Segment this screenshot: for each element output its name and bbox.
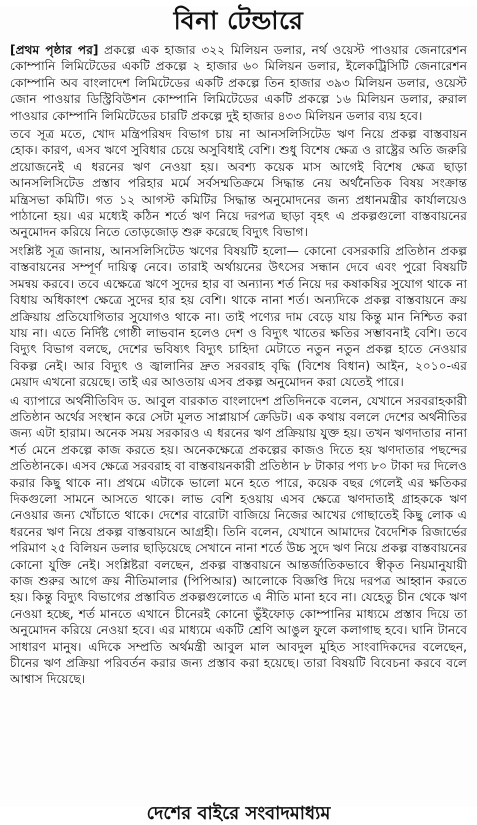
- article-paragraph: এ ব্যাপারে অর্থনীতিবিদ ড. আবুল বারকাত বাংলাদেশ প্রতিদিনকে বলেন, যেখানে সরবরাহকারী প্রতিষ্ঠান অর্থের সংস্থান করে সেটা মূলত সাপ্লায়ার্স ক্রেডিট। এক কথায় বললে দেশের অর্থনীতির জন্য এটা হারাম। অনেক সময় সরকারও এ ধরনের ঋণ প্রক্রিয়ায় যুক্ত হয়। তখন ঋণদাতার নানা শর্ত মেনে প্রকল্পে কাজ করতে হয়। অনেকক্ষেত্রে প্রকল্পের কাজও দিতে হয় ঋণদাতার পছন্দের প্রতিষ্ঠানকে। এসব ক্ষেত্রে সরবরাহ বা বাস্তবায়নকারী প্রতিষ্ঠান ৮ টাকার পণ্য ৮০ টাকা দর দিলেও করার কিছু থাকে না। প্রথমে এটাকে ভালো মনে হতে পারে, কয়েক বছর গেলেই এর ক্ষতিকর দিকগুলো সামনে আসতে থাকে। লাভ বেশি হওয়ায় এসব ক্ষেত্রে ঋণদাতাই গ্রাহককে ঋণ নেওয়ার জন্য খোঁচাতে থাকে। দেশের বারোটা বাজিয়ে নিজের আখের গোছাতেই কিছু লোক এ ধরনের ঋণ নিয়ে প্রকল্প বাস্তবায়নে আগ্রহী। তিনি বলেন, যেখানে আমাদের বৈদেশিক রিজার্ভের পরিমাণ ২৫ বিলিয়ন ডলার ছাড়িয়েছে সেখানে নানা শর্তে উচ্চ সুদে ঋণ নিয়ে প্রকল্প বাস্তবায়নের কোনো যুক্তি নেই। সংশ্লিষ্টরা বলছেন, প্রকল্প বাস্তবায়নে আন্তর্জাতিকভাবে স্বীকৃত নিয়মানুযায়ী কাজ শুরুর আগে ক্রয় নীতিমালার (পিপিআর) আলোকে বিজ্ঞপ্তি দিয়ে দরপত্র আহ্বান করতে হয়। কিন্তু বিদ্যুৎ বিভাগের প্রস্তাবিত প্রকল্পগুলোতে এ নীতি মানা হবে না। যেহেতু চীন থেকে ঋণ নেওয়া হচ্ছে, শর্ত মানতে এখানে চীনেরই কোনো ভুঁইফোড় কোম্পানির মাধ্যমে প্রস্তাব দিয়ে তা অনুমোদন করিয়ে নেওয়া হবে। এর মাধ্যমে একটি শ্রেণি আঙুল ফুলে কলাগাছ হবে। ঘানি টানবে সাধারণ মানুষ। এদিকে সম্প্রতি অর্থমন্ত্রী আবুল মাল আবদুল মুহিত সাংবাদিকদের বলেছেন, চীনের ঋণ প্রক্রিয়া পরিবর্তন করার জন্য প্রস্তাব করা হয়েছে। তারা বিষয়টি বিবেচনা করবে বলে আশ্বাস দিয়েছে।: [10, 393, 467, 687]
- next-article-headline: দেশের বাইরে সংবাদমাধ্যম: [146, 803, 331, 824]
- article-paragraph: [10, 42, 467, 124]
- paragraph-text: প্রকল্পে এক হাজার ৩২২ মিলিয়ন ডলার, নর্থ ওয়েস্ট পাওয়ার জেনারেশন কোম্পানি লিমিটেডের একটি প্রকল্পে ২ হাজার ৬০ মিলিয়ন ডলার, ইলেকট্রিসিটি জেনারেশন কোম্পানি অব বাংলাদেশ লিমিটেডের একটি প্রকল্পে তিন হাজার ৩৯৩ মিলিয়ন ডলার, ওয়েস্ট জোন পাওয়ার ডিস্ট্রিবিউশন কোম্পানি লিমিটেডের একটি প্রকল্পে ১৬ মিলিয়ন ডলার, রুরাল পাওয়ার কোম্পানি লিমিটেডের চারটি প্রকল্পে দুই হাজার ৪৩৩ মিলিয়ন ডলার ব্যয় হবে।: [10, 43, 468, 123]
- headline: বিনা টেন্ডারে: [173, 6, 304, 35]
- news-clipping: [0, 6, 477, 824]
- article-paragraph: সংশ্লিষ্ট সূত্র জানায়, আনসলিসিটেড ঋণের বিষয়টি হলো— কোনো বেসরকারি প্রতিষ্ঠান প্রকল্প বাস্তবায়নের সম্পূর্ণ দায়িত্ব নেবে। তারাই অর্থায়নের উৎসের সন্ধান দেবে এবং পুরো বিষয়টি সমন্বয় করবে। তবে এক্ষেত্রে ঋণে সুদের হার বা অন্যান্য শর্ত নিয়ে দর কষাকষির সুযোগ থাকে না বিধায় অধিকাংশ ক্ষেত্রে সুদের হার হয় বেশি। থাকে নানা শর্ত। অন্যদিকে প্রকল্প বাস্তবায়নে ক্রয় প্রক্রিয়ায় প্রতিযোগিতার সুযোগও থাকে না। তাই পণ্যের দাম বেড়ে যায় কিন্তু মান নিশ্চিত করা যায় না। এতে নির্দিষ্ট গোষ্ঠী লাভবান হলেও দেশ ও বিদ্যুৎ খাতের ক্ষতির সম্ভাবনাই বেশি। তবে বিদ্যুৎ বিভাগ বলছে, দেশের ভবিষ্যৎ বিদ্যুৎ চাহিদা মেটাতে নতুন নতুন প্রকল্প হাতে নেওয়ার বিকল্প নেই। আর বিদ্যুৎ ও জ্বালানির দ্রুত সরবরাহ বৃদ্ধি (বিশেষ বিধান) আইন, ২০১০-এর মেয়াদ এখনো রয়েছে। তাই এর আওতায় এসব প্রকল্প অনুমোদন করা যেতেই পারে।: [10, 243, 467, 390]
- article-paragraph: তবে সূত্র মতে, খোদ মন্ত্রিপরিষদ বিভাগ চায় না আনসলিসিটেড ঋণ নিয়ে প্রকল্প বাস্তবায়ন হোক। কারণ, এসব ঋণে সুবিধার চেয়ে অসুবিধাই বেশি। শুধু বিশেষ ক্ষেত্র ও রাষ্ট্রের অতি জরুরি প্রয়োজনেই এ ধরনের ঋণ নেওয়া হয়। অবশ্য কয়েক মাস আগেই বিশেষ ক্ষেত্র ছাড়া আনসলিসিটেড প্রস্তাব পরিহার মর্মে সর্বসম্মতিক্রমে সিদ্ধান্ত নেয় অর্থনৈতিক বিষয় সংক্রান্ত মন্ত্রিসভা কমিটি। গত ১২ আগস্ট কমিটির সিদ্ধান্ত অনুমোদনের জন্য প্রধানমন্ত্রীর কার্যালয়েও পাঠানো হয়। এর মধ্যেই কঠিন শর্তে ঋণ নিয়ে দরপত্র ছাড়া বৃহৎ এ প্রকল্পগুলো বাস্তবায়নের অনুমোদন করিয়ে নিতে তোড়জোড় শুরু করেছে বিদ্যুৎ বিভাগ।: [10, 127, 467, 240]
- article-body: [0, 36, 477, 688]
- continued-tag: [প্রথম পৃষ্ঠার পর]: [10, 43, 99, 57]
